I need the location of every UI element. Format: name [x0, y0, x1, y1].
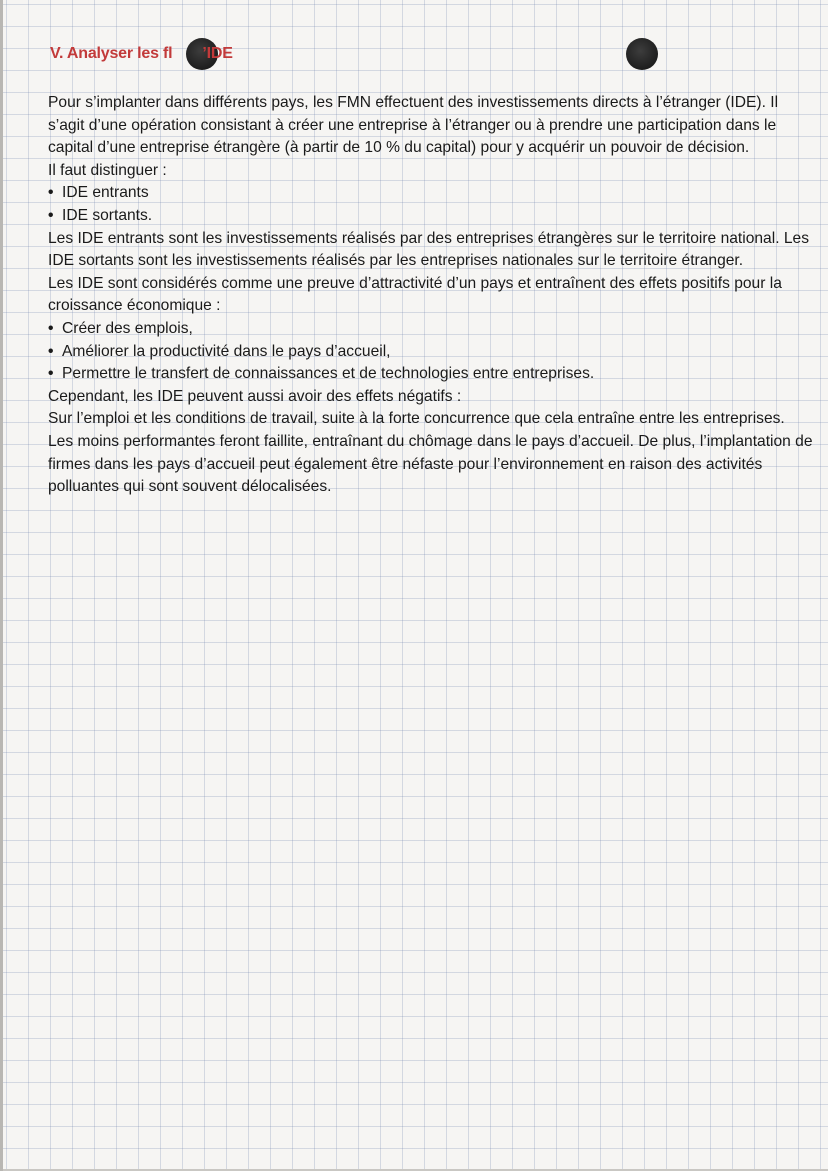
- intro-paragraph: Pour s’implanter dans différents pays, les FMN effectuent des investissements directs à l’étranger (IDE). Il s’agit d’une opération consistant à créer une entreprise à l’étranger ou à prendre une participation dans le capital d’une entreprise étrangère (à partir de 10 % du capital) pour y acquérir un pouvoir de décision.: [48, 94, 779, 157]
- ide-types-list: [48, 182, 813, 227]
- section-title-start: V. Analyser les fl: [50, 45, 173, 62]
- positive-effects-list: [48, 318, 813, 386]
- list-item: • Créer des emplois,: [48, 318, 813, 341]
- list-item: • IDE sortants.: [48, 205, 813, 228]
- section-title-end: ’IDE: [202, 45, 233, 62]
- list-item: • Permettre le transfert de connaissances et de technologies entre entreprises.: [48, 363, 813, 386]
- negative-effects-paragraph: Sur l’emploi et les conditions de travail, suite à la forte concurrence que cela entraîne entre les entreprises. Les moins performantes feront faillite, entraînant du chômage dans le pays d’accueil. De plus, l’implantation de firmes dans les pays d’accueil peut également être néfaste pour l’environnement en raison des activités polluantes qui sont souvent délocalisées.: [48, 410, 813, 496]
- punch-hole-right: [626, 38, 658, 70]
- definitions-paragraph: Les IDE entrants sont les investissements réalisés par des entreprises étrangères sur le territoire national. Les IDE sortants sont les investissements réalisés par les entreprises nationales sur le territoire étranger.: [48, 229, 809, 270]
- negative-intro-paragraph: Cependant, les IDE peuvent aussi avoir des effets négatifs :: [48, 387, 462, 405]
- document-body: [48, 92, 813, 499]
- list-item: • IDE entrants: [48, 182, 813, 205]
- distinguish-line: Il faut distinguer :: [48, 161, 167, 179]
- section-title: [50, 45, 233, 63]
- positive-intro-paragraph: Les IDE sont considérés comme une preuve d’attractivité d’un pays et entraînent des effets positifs pour la croissance économique :: [48, 274, 782, 315]
- list-item: • Améliorer la productivité dans le pays d’accueil,: [48, 341, 813, 364]
